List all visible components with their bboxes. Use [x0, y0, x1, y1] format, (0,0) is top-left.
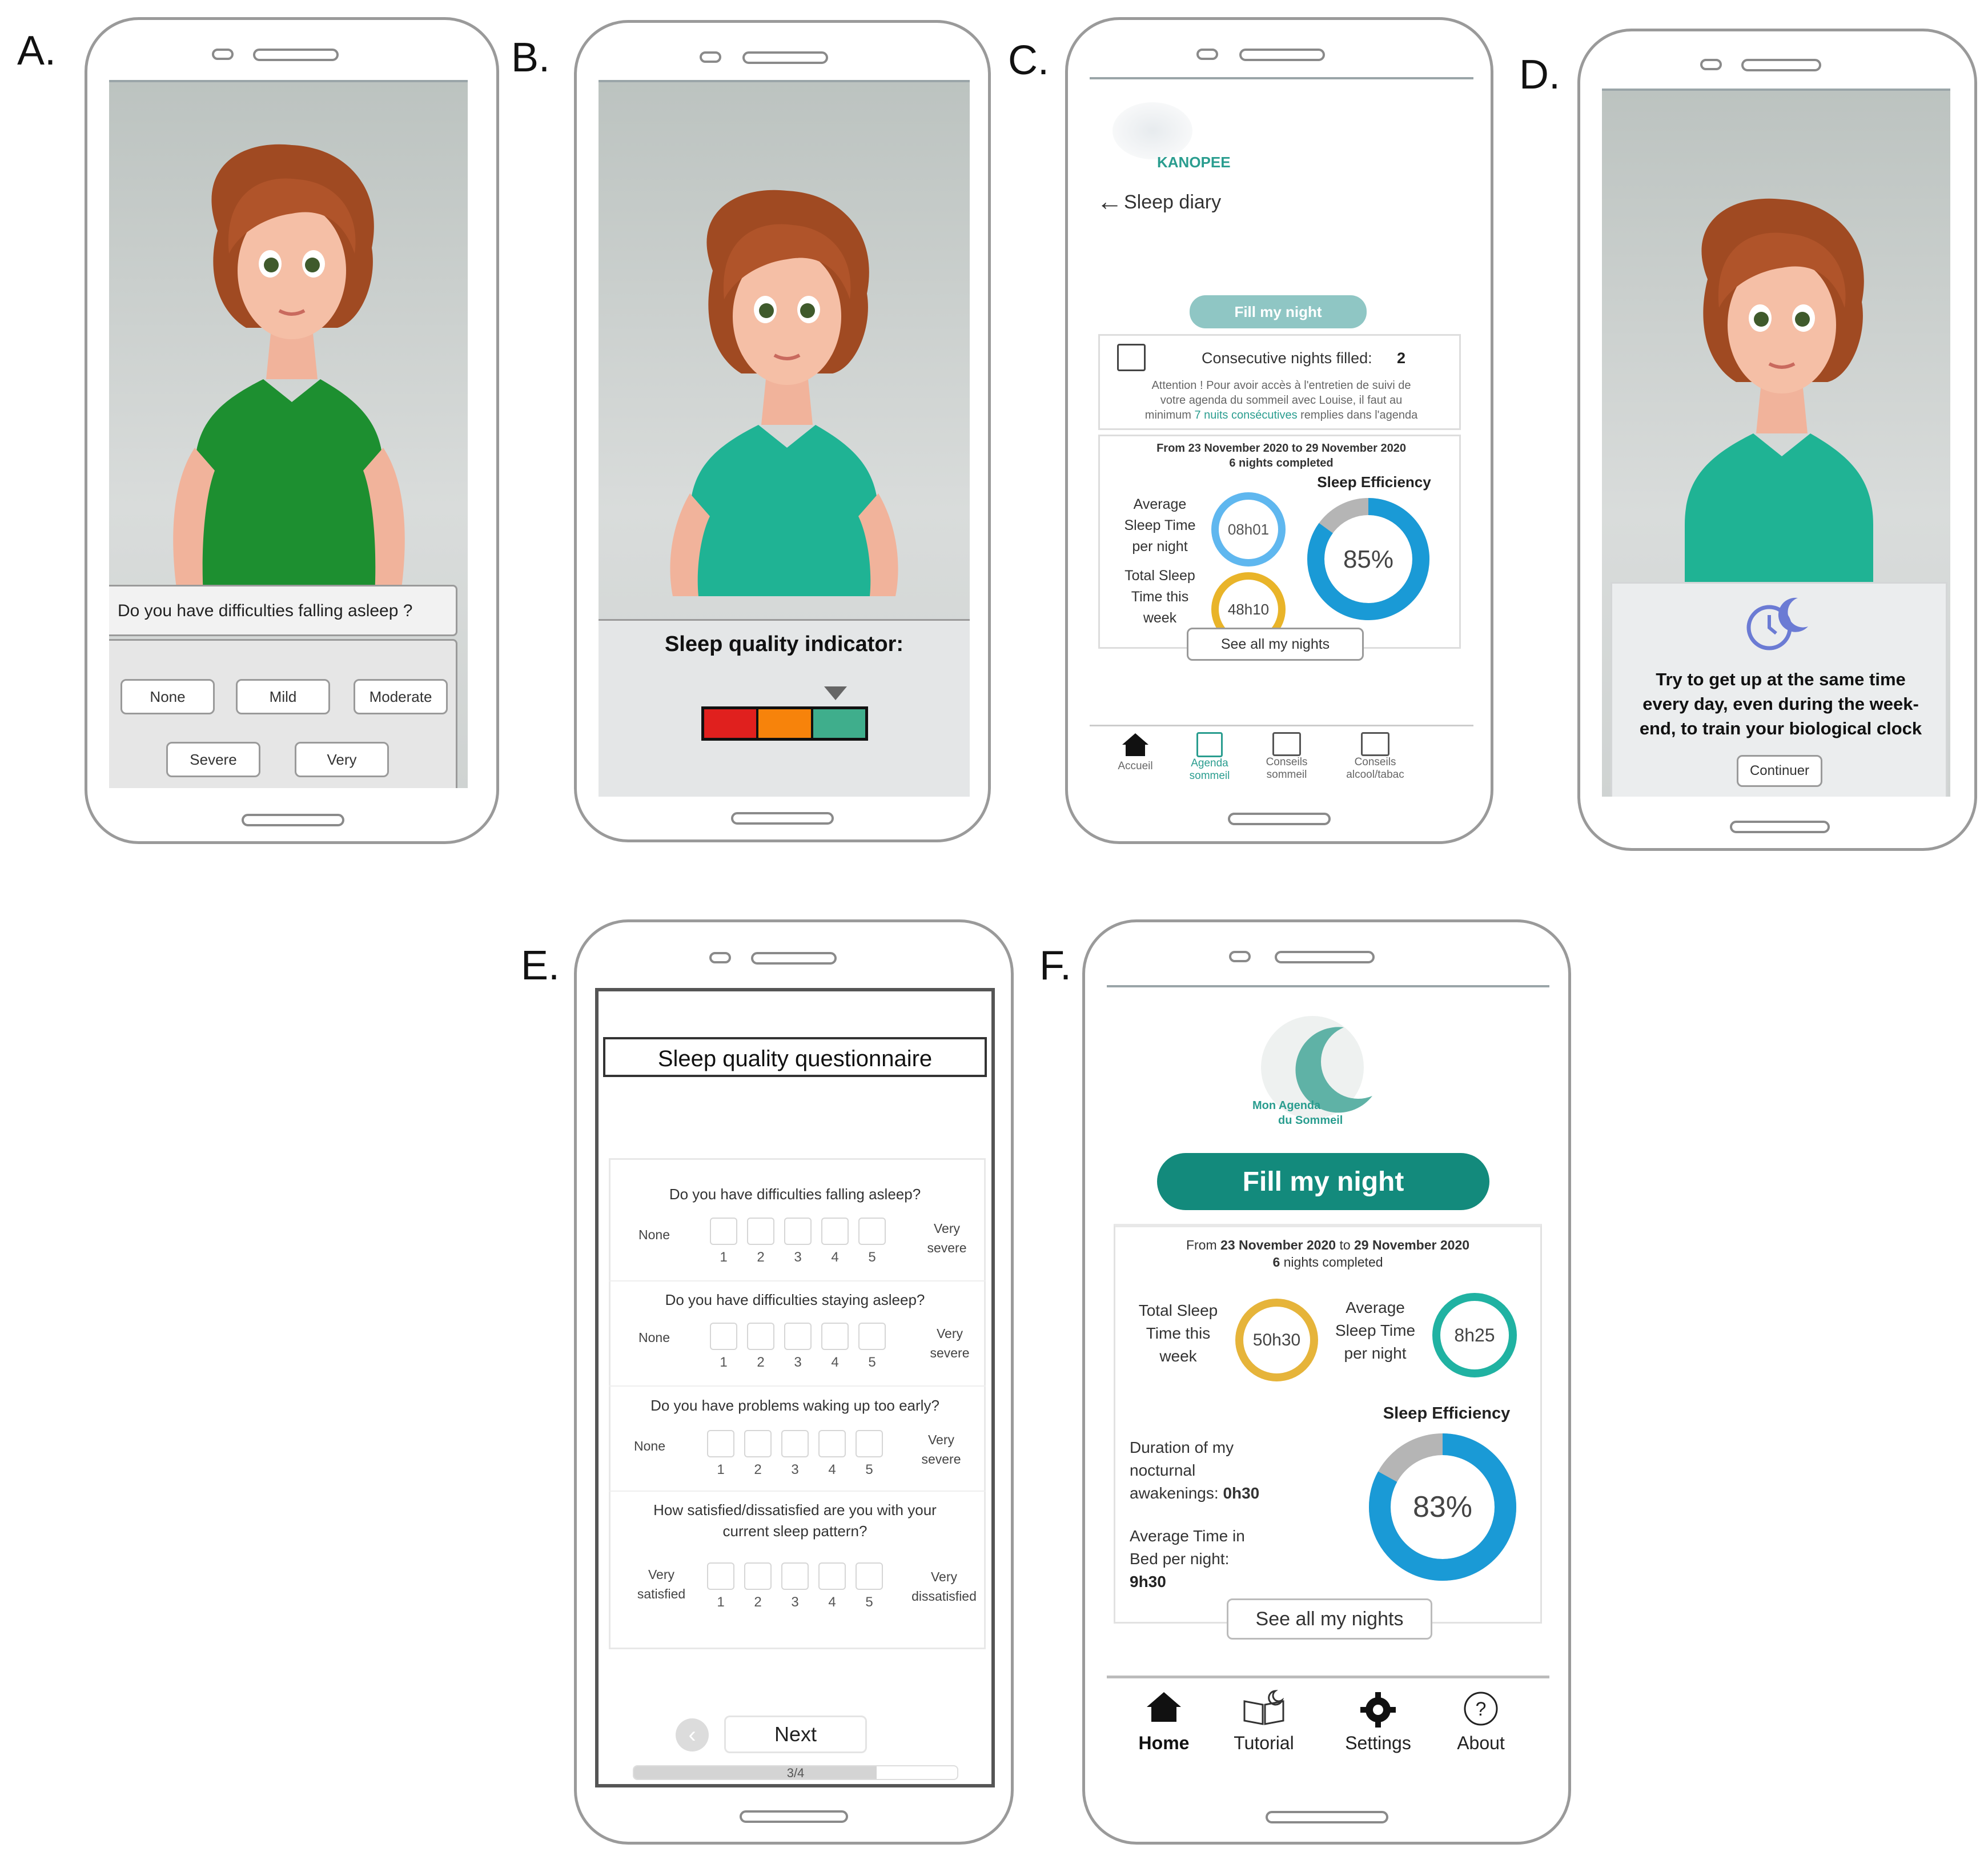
book-bottle-icon: [1361, 732, 1389, 756]
avatar-character: [1602, 91, 1950, 605]
q2-scale-1: 1: [720, 1355, 728, 1370]
progress-label: 3/4: [786, 1766, 805, 1780]
efficiency-label: Sleep Efficiency: [1317, 473, 1431, 491]
question-1-right-label-1: Very: [933, 1221, 961, 1236]
kanopee-logo: [1113, 102, 1192, 159]
avatar-shirt: [195, 379, 383, 596]
q4-scale-2: 2: [754, 1594, 762, 1610]
warning-post: remplies dans l'agenda: [1300, 409, 1418, 421]
front-camera: [700, 51, 721, 63]
avatar-character: [109, 82, 468, 596]
nav-accueil[interactable]: [1104, 732, 1167, 773]
nav-about-label: About: [1457, 1733, 1505, 1753]
range-start: 23 November 2020: [1220, 1238, 1336, 1252]
back-arrow-icon[interactable]: ←: [1097, 186, 1123, 216]
home-button[interactable]: [731, 812, 834, 825]
nav-tutorial-label: Tutorial: [1234, 1733, 1294, 1753]
nav-conseils-alcool-label-1: Conseils: [1354, 756, 1396, 768]
avg-sleep-label-1: Average: [1346, 1299, 1405, 1316]
option-severe-button[interactable]: Severe: [166, 742, 260, 777]
question-3-text: Do you have problems waking up too early?: [650, 1397, 939, 1414]
efficiency-value: 85%: [1343, 545, 1394, 573]
avg-sleep-label-3: per night: [1132, 539, 1188, 555]
q3-scale-5: 5: [865, 1462, 873, 1477]
q1-scale-4: 4: [831, 1250, 839, 1265]
warning-line-1: Attention ! Pour avoir accès à l'entretien de suivi de: [1151, 379, 1411, 392]
question-2-right-label-1: Very: [936, 1326, 963, 1341]
q1-option-3[interactable]: [784, 1218, 812, 1245]
back-arrow-icon[interactable]: ‹: [676, 1718, 709, 1751]
calendar-icon: [1117, 344, 1146, 371]
range-end: 29 November 2020: [1354, 1238, 1470, 1252]
bottom-nav: [1090, 725, 1473, 788]
nav-about[interactable]: [1444, 1690, 1518, 1754]
nights-completed-count: 6: [1272, 1255, 1280, 1270]
question-4-text-2: current sleep pattern?: [722, 1522, 868, 1540]
divider: [609, 1280, 986, 1281]
question-4-right-label-1: Very: [930, 1569, 958, 1584]
home-button[interactable]: [1730, 821, 1830, 833]
awakenings-label-2: nocturnal: [1130, 1461, 1196, 1479]
questionnaire-title: Sleep quality questionnaire: [657, 1046, 933, 1071]
question-text: Do you have difficulties falling asleep ?: [118, 601, 413, 620]
avg-sleep-value: 08h01: [1227, 520, 1270, 538]
q2-option-4[interactable]: [821, 1323, 849, 1350]
avg-sleep-label-1: Average: [1133, 496, 1187, 512]
q4-option-3[interactable]: [781, 1562, 809, 1590]
phone-frame-f: [1082, 919, 1571, 1845]
avg-sleep-label-2: Sleep Time: [1124, 517, 1196, 533]
avatar-shirt: [690, 425, 878, 596]
home-button[interactable]: [740, 1810, 848, 1823]
total-sleep-label-3: week: [1159, 1347, 1197, 1365]
consecutive-value: 2: [1397, 349, 1406, 367]
help-icon: [1462, 1690, 1500, 1728]
speaker-grille: [1275, 951, 1375, 963]
home-button[interactable]: [1228, 813, 1331, 825]
panel-label-e: E.: [521, 943, 560, 989]
phone-frame-e: [574, 919, 1014, 1845]
nav-home[interactable]: [1130, 1690, 1198, 1754]
panel-label-d: D.: [1519, 52, 1560, 98]
nav-conseils-sommeil-label-1: Conseils: [1266, 756, 1308, 768]
question-1-text: Do you have difficulties falling asleep?: [669, 1186, 921, 1203]
warning-pre: minimum: [1144, 409, 1191, 421]
nav-conseils-sommeil-label-2: sommeil: [1266, 769, 1307, 781]
front-camera: [709, 952, 731, 963]
warning-line-3: [1100, 409, 1463, 422]
see-all-nights-button[interactable]: See all my nights: [1187, 628, 1364, 661]
questionnaire-title-box: [603, 1037, 987, 1077]
q4-option-1[interactable]: [707, 1562, 734, 1590]
question-4-text-1: How satisfied/dissatisfied are you with your: [653, 1501, 937, 1518]
question-3-right-label-2: severe: [921, 1452, 961, 1467]
logo-text-2: du Sommeil: [1278, 1114, 1343, 1127]
consecutive-card: [1098, 334, 1461, 430]
indicator-title: Sleep quality indicator:: [664, 632, 904, 656]
bed-time-label-1: Average Time in: [1130, 1527, 1245, 1545]
question-4-left-label-2: satisfied: [637, 1586, 686, 1601]
speaker-grille: [1239, 49, 1325, 61]
panel-label-f: F.: [1039, 943, 1072, 989]
avg-sleep-value: 8h25: [1454, 1324, 1495, 1345]
screen-e: [595, 988, 995, 1787]
q3-option-4[interactable]: [818, 1430, 846, 1457]
bed-time-label-2: Bed per night:: [1130, 1550, 1230, 1568]
option-none-button[interactable]: None: [121, 679, 215, 714]
total-sleep-value: 48h10: [1227, 600, 1270, 618]
option-moderate-button[interactable]: Moderate: [354, 679, 448, 714]
nav-tutorial[interactable]: [1221, 1690, 1307, 1754]
q1-option-4[interactable]: [821, 1218, 849, 1245]
panel-label-a: A.: [17, 28, 57, 74]
q1-option-1[interactable]: [710, 1218, 737, 1245]
option-mild-button[interactable]: Mild: [236, 679, 330, 714]
next-button[interactable]: Next: [724, 1716, 867, 1753]
q2-scale-3: 3: [794, 1355, 802, 1370]
question-2-text: Do you have difficulties staying asleep?: [665, 1291, 925, 1308]
awakenings-label-text: awakenings:: [1130, 1484, 1219, 1502]
consecutive-label: Consecutive nights filled:: [1202, 349, 1372, 367]
question-1-left-label: None: [638, 1227, 670, 1242]
warning-line-2: votre agenda du sommeil avec Louise, il faut au: [1160, 394, 1403, 407]
q1-option-2[interactable]: [747, 1218, 774, 1245]
fill-my-night-button[interactable]: Fill my night: [1190, 295, 1367, 328]
tip-line-1: Try to get up at the same time: [1656, 669, 1906, 689]
avatar-shirt: [1685, 433, 1873, 605]
nights-completed: [1114, 1255, 1542, 1270]
awakenings-value: 0h30: [1223, 1484, 1260, 1502]
indicator-segment-medium: [758, 709, 813, 738]
q3-scale-2: 2: [754, 1462, 762, 1477]
panel-label-b: B.: [511, 35, 551, 81]
speaker-grille: [253, 49, 339, 61]
screen-d: [1602, 89, 1950, 797]
screen-b: [599, 80, 970, 797]
book-moon-icon: [1241, 1690, 1287, 1726]
see-all-nights-button[interactable]: See all my nights: [1227, 1598, 1432, 1640]
total-sleep-ring: [1235, 1299, 1318, 1381]
q1-option-5[interactable]: [858, 1218, 886, 1245]
fill-my-night-button[interactable]: Fill my night: [1157, 1153, 1489, 1210]
screen-c: [1090, 77, 1473, 788]
phone-frame-c: [1065, 17, 1493, 844]
nav-conseils-alcool[interactable]: [1327, 732, 1424, 781]
total-sleep-label-2: Time this: [1131, 589, 1189, 605]
warning-link[interactable]: 7 nuits consécutives: [1194, 409, 1298, 421]
q2-option-3[interactable]: [784, 1323, 812, 1350]
question-1-right-label-2: severe: [927, 1240, 967, 1255]
total-sleep-label-1: Total Sleep: [1124, 568, 1195, 584]
q2-option-1[interactable]: [710, 1323, 737, 1350]
efficiency-donut: [1363, 1427, 1523, 1587]
avg-sleep-label-3: per night: [1344, 1344, 1407, 1362]
total-sleep-label-2: Time this: [1146, 1324, 1211, 1342]
home-icon: [1121, 732, 1150, 757]
speaker-grille: [1741, 59, 1821, 71]
speaker-grille: [751, 952, 837, 965]
range-mid: to: [1339, 1238, 1351, 1252]
avg-sleep-ring: [1432, 1293, 1517, 1377]
q3-scale-1: 1: [717, 1462, 725, 1477]
avg-sleep-ring: [1211, 492, 1286, 567]
total-sleep-value: 50h30: [1252, 1330, 1301, 1349]
nav-conseils-sommeil[interactable]: [1255, 732, 1318, 781]
book-moon-icon: [1272, 732, 1301, 756]
svg-text:?: ?: [1475, 1698, 1487, 1720]
front-camera: [1196, 49, 1218, 60]
total-sleep-label-3: week: [1143, 610, 1177, 626]
nav-settings[interactable]: [1335, 1690, 1421, 1754]
front-camera: [1229, 951, 1251, 962]
question-3-left-label: None: [634, 1439, 665, 1453]
q1-scale-3: 3: [794, 1250, 802, 1265]
tip-line-2: every day, even during the week-: [1642, 694, 1919, 714]
q3-option-5[interactable]: [856, 1430, 883, 1457]
q1-scale-1: 1: [720, 1250, 728, 1265]
date-range: [1114, 1238, 1542, 1253]
bottom-nav: [1107, 1676, 1549, 1785]
q4-scale-4: 4: [828, 1594, 836, 1610]
q4-option-2[interactable]: [744, 1562, 772, 1590]
agenda-icon: [1196, 732, 1223, 757]
nav-accueil-label: Accueil: [1118, 760, 1153, 772]
indicator-pointer-icon: [824, 686, 847, 700]
front-camera: [1700, 59, 1722, 70]
screen-a: [109, 80, 468, 788]
q2-scale-4: 4: [831, 1355, 839, 1370]
front-camera: [212, 49, 234, 60]
q4-option-5[interactable]: [856, 1562, 883, 1590]
q4-scale-5: 5: [865, 1594, 873, 1610]
nav-agenda-label-1: Agenda: [1191, 757, 1228, 769]
indicator-segment-bad: [704, 709, 758, 738]
q4-scale-1: 1: [717, 1594, 725, 1610]
q3-scale-3: 3: [791, 1462, 799, 1477]
gear-icon: [1358, 1690, 1398, 1730]
home-button[interactable]: [1266, 1811, 1388, 1823]
question-2-right-label-2: severe: [930, 1345, 970, 1360]
bed-time-value: 9h30: [1130, 1573, 1166, 1590]
q2-option-5[interactable]: [858, 1323, 886, 1350]
nav-agenda[interactable]: [1178, 732, 1241, 782]
avatar-character: [599, 82, 970, 596]
q1-scale-2: 2: [757, 1250, 765, 1265]
q3-option-1[interactable]: [707, 1430, 734, 1457]
phone-frame-a: [85, 17, 499, 844]
divider: [609, 1385, 986, 1387]
logo-text-1: Mon Agenda: [1252, 1099, 1321, 1112]
nav-settings-label: Settings: [1345, 1733, 1411, 1753]
awakenings-label-3: [1130, 1484, 1259, 1503]
nav-conseils-alcool-label-2: alcool/tabac: [1346, 769, 1404, 781]
q3-option-3[interactable]: [781, 1430, 809, 1457]
speaker-grille: [742, 51, 828, 64]
nav-home-label: Home: [1138, 1733, 1190, 1753]
q4-option-4[interactable]: [818, 1562, 846, 1590]
brand-name: KANOPEE: [1157, 154, 1231, 171]
indicator-segment-good: [813, 709, 865, 738]
stats-card: [1098, 435, 1461, 649]
q3-option-2[interactable]: [744, 1430, 772, 1457]
clock-moon-icon: [1741, 592, 1815, 655]
divider: [609, 1491, 986, 1492]
nights-completed-text: nights completed: [1283, 1255, 1383, 1270]
page-title: Sleep diary: [1124, 191, 1222, 213]
range-prefix: From: [1186, 1238, 1217, 1252]
tip-line-3: end, to train your biological clock: [1639, 718, 1922, 738]
efficiency-label: Sleep Efficiency: [1383, 1404, 1511, 1423]
avg-sleep-label-2: Sleep Time: [1335, 1321, 1416, 1339]
phone-frame-b: [574, 20, 991, 842]
question-2-left-label: None: [638, 1330, 670, 1345]
efficiency-donut: [1303, 493, 1434, 625]
total-sleep-label-1: Total Sleep: [1138, 1301, 1218, 1319]
phone-frame-d: [1577, 29, 1977, 851]
question-4-right-label-2: dissatisfied: [911, 1589, 977, 1604]
home-icon: [1146, 1690, 1182, 1724]
q1-scale-5: 5: [868, 1250, 876, 1265]
awakenings-label-1: Duration of my: [1130, 1439, 1234, 1456]
question-4-left-label-1: Very: [648, 1567, 675, 1582]
tip-card: [1611, 582, 1947, 797]
nights-completed: 6 nights completed: [1229, 457, 1334, 469]
panel-label-c: C.: [1008, 38, 1049, 83]
efficiency-value: 83%: [1412, 1491, 1473, 1524]
nav-agenda-label-2: sommeil: [1189, 770, 1230, 782]
option-very-button[interactable]: Very: [295, 742, 389, 777]
continue-button[interactable]: Continuer: [1737, 755, 1822, 787]
q2-scale-5: 5: [868, 1355, 876, 1370]
question-box: [109, 585, 457, 636]
indicator-panel: [599, 619, 970, 797]
home-button[interactable]: [242, 814, 344, 826]
q2-option-2[interactable]: [747, 1323, 774, 1350]
q2-scale-2: 2: [757, 1355, 765, 1370]
indicator-bar: [701, 706, 868, 741]
date-range: From 23 November 2020 to 29 November 2020: [1156, 442, 1406, 455]
q3-scale-4: 4: [828, 1462, 836, 1477]
question-3-right-label-1: Very: [927, 1432, 955, 1447]
screen-f: [1107, 985, 1549, 1785]
q4-scale-3: 3: [791, 1594, 799, 1610]
